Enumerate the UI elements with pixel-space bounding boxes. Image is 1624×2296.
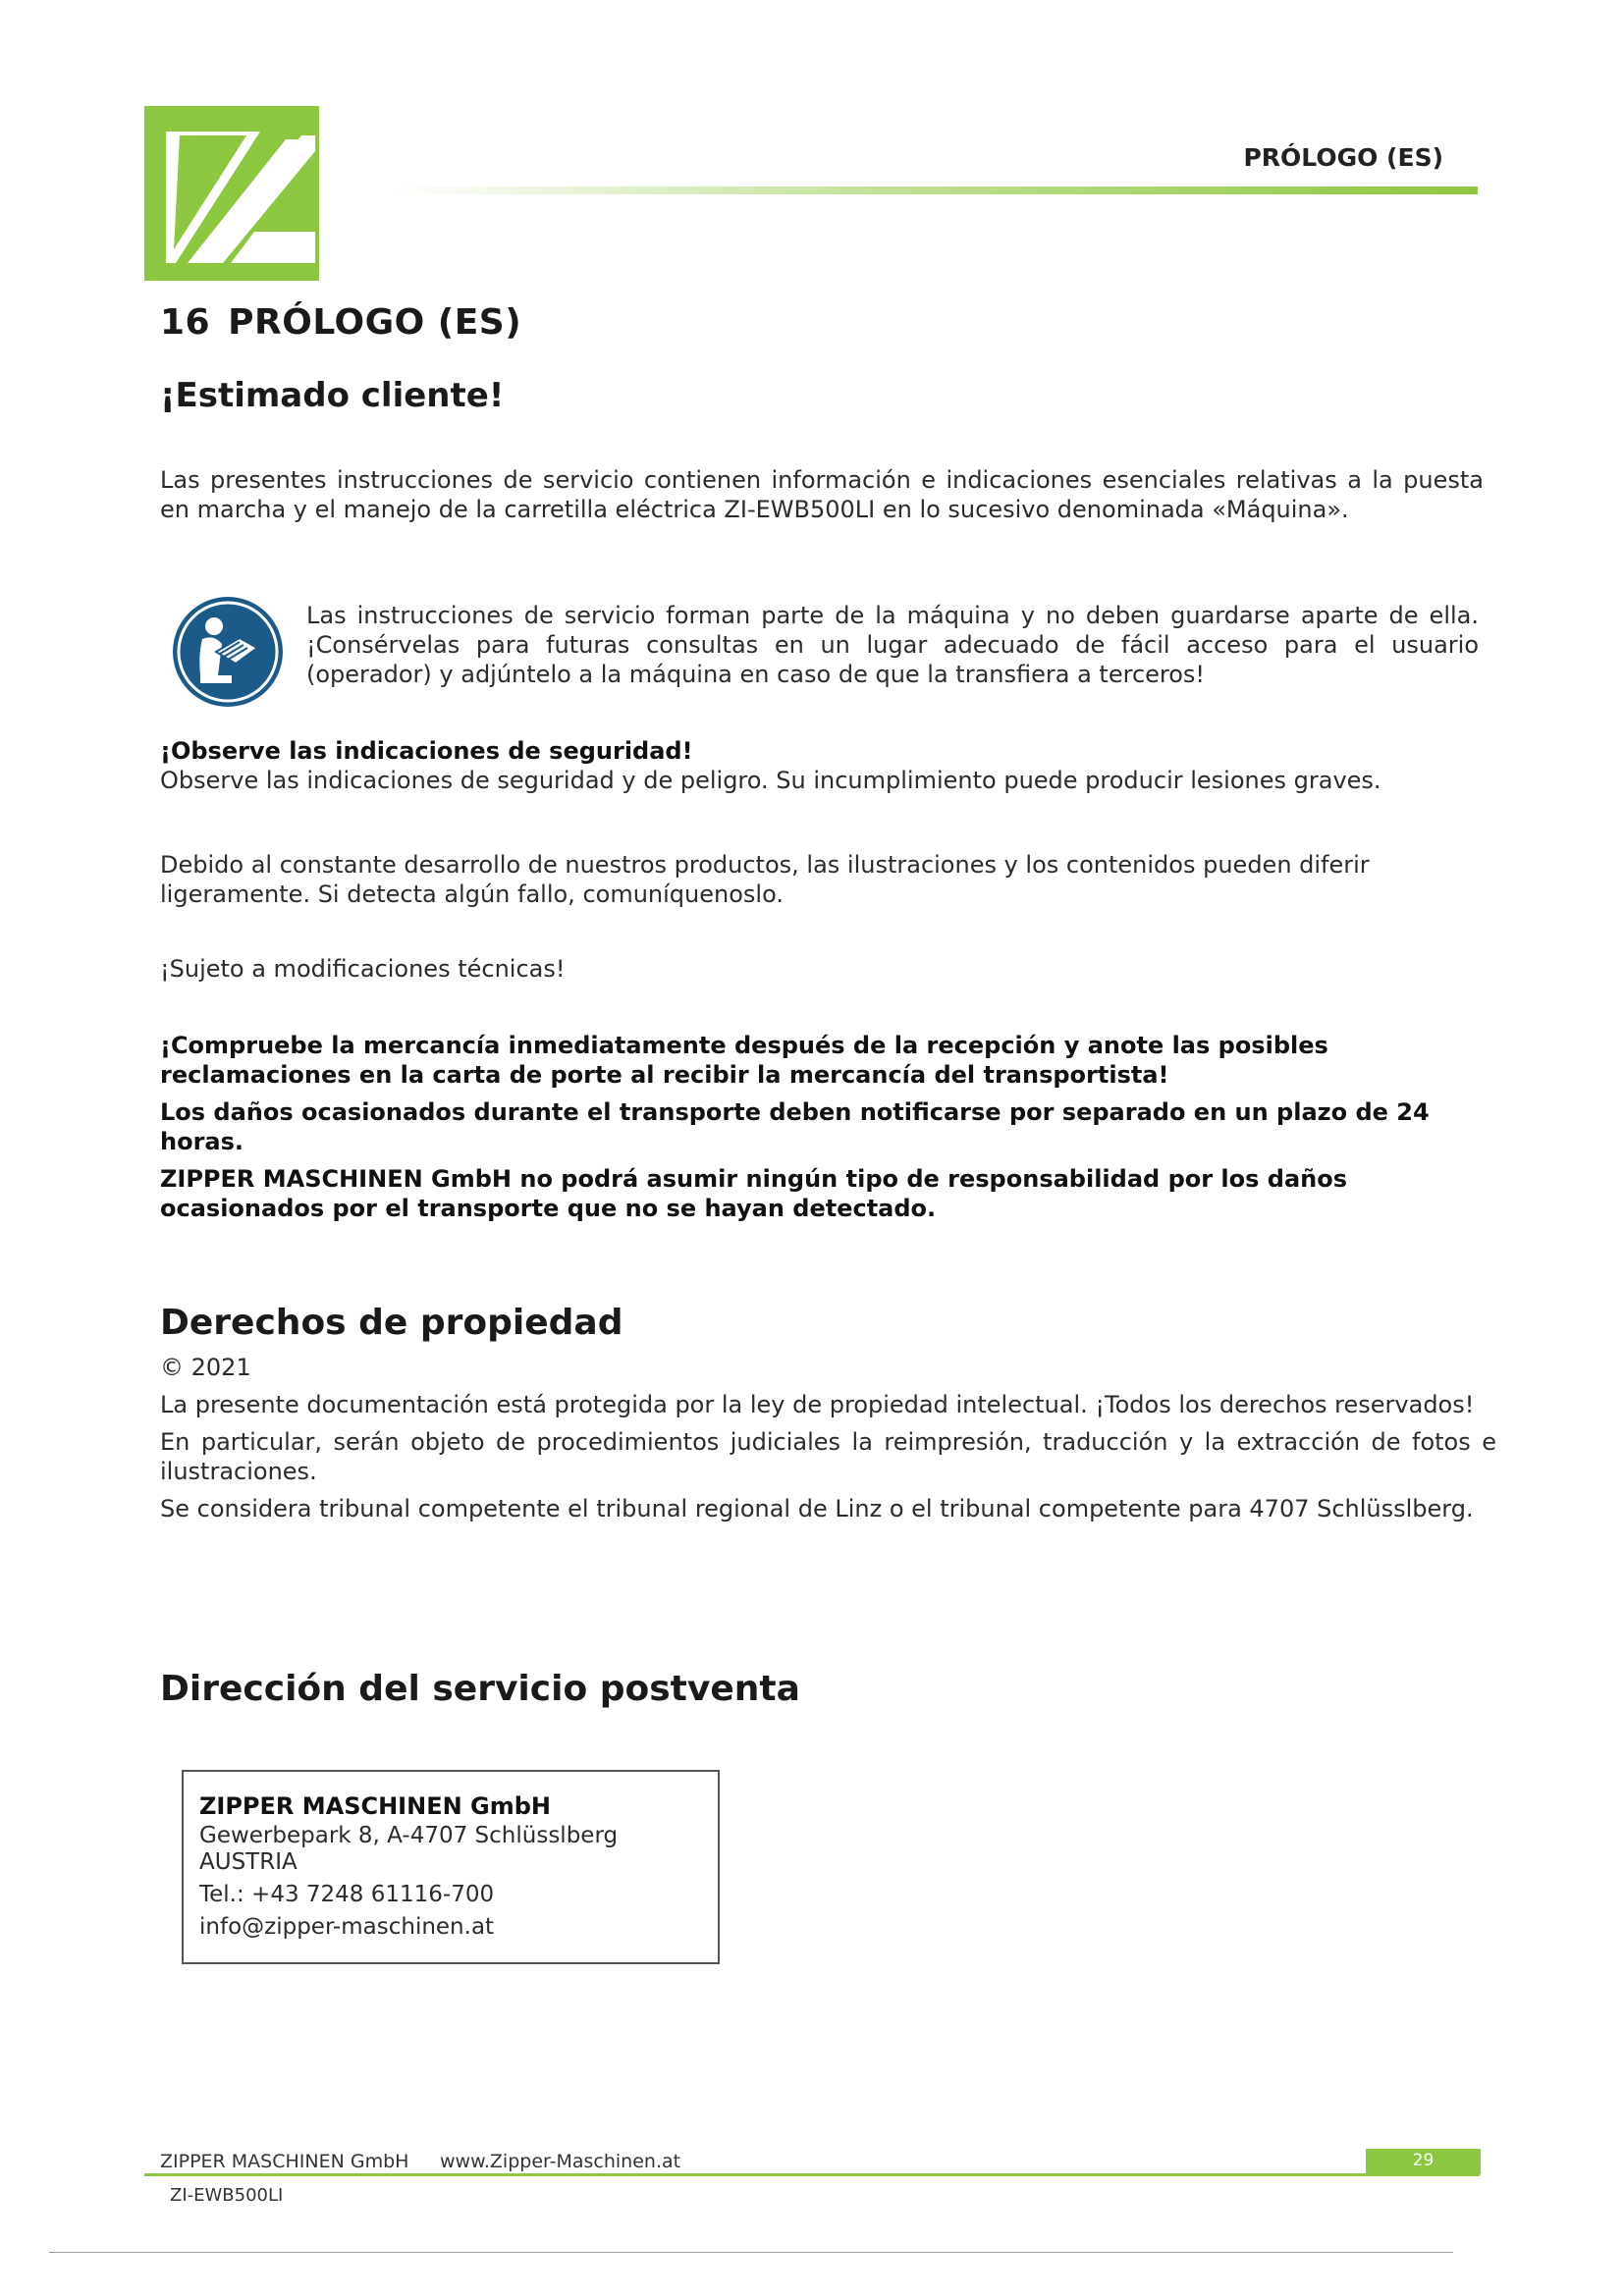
safety-block <box>160 736 1484 795</box>
header-section-title: PRÓLOGO (ES) <box>1243 143 1443 172</box>
page-bottom-line <box>49 2252 1453 2253</box>
technical-changes-note: ¡Sujeto a modificaciones técnicas! <box>160 955 566 983</box>
read-manual-icon <box>171 595 285 709</box>
footer-company: ZIPPER MASCHINEN GmbH <box>160 2151 409 2172</box>
service-street: Gewerbepark 8, A-4707 Schlüsslberg <box>199 1823 619 1848</box>
safety-text: Observe las indicaciones de seguridad y de peligro. Su incumplimiento puede producir lesiones graves. <box>160 767 1381 794</box>
zipper-logo <box>144 106 319 281</box>
chapter-heading <box>160 302 521 343</box>
footer-model: ZI-EWB500LI <box>170 2185 284 2206</box>
safety-title: ¡Observe las indicaciones de seguridad! <box>160 737 693 765</box>
footer-website[interactable]: www.Zipper-Maschinen.at <box>440 2151 681 2172</box>
intro-paragraph: Las presentes instrucciones de servicio contienen información e indicaciones esenciales relativas a la puesta en marcha y el manejo de la carretilla eléctrica ZI-EWB500LI en lo sucesivo denominada «Máquina». <box>160 466 1484 523</box>
copyright-line: © 2021 <box>160 1354 251 1381</box>
rights-paragraph: En particular, serán objeto de procedimientos judiciales la reimpresión, traducción y la extracción de fotos e ilustraciones. <box>160 1428 1496 1485</box>
service-address-box <box>182 1770 720 1964</box>
rights-paragraph: La presente documentación está protegida por la ley de propiedad intelectual. ¡Todos los derechos reservados! <box>160 1391 1475 1418</box>
rights-paragraph: Se considera tribunal competente el tribunal regional de Linz o el tribunal competente para 4707 Schlüsslberg. <box>160 1495 1474 1522</box>
goods-notice-line: ZIPPER MASCHINEN GmbH no podrá asumir ningún tipo de responsabilidad por los daños ocasionados por el transporte que no se hayan detectado. <box>160 1165 1348 1222</box>
service-company: ZIPPER MASCHINEN GmbH <box>199 1792 552 1820</box>
service-country: AUSTRIA <box>199 1849 298 1875</box>
rights-heading: Derechos de propiedad <box>160 1303 623 1343</box>
service-email[interactable]: info@zipper-maschinen.at <box>199 1914 495 1940</box>
service-phone: Tel.: +43 7248 61116-700 <box>199 1882 495 1907</box>
service-heading: Dirección del servicio postventa <box>160 1669 800 1709</box>
page-number: 29 <box>1412 2151 1435 2170</box>
goods-notice-line: ¡Compruebe la mercancía inmediatamente después de la recepción y anote las posibles reclamaciones en la carta de porte al recibir la mercancía del transportista! <box>160 1032 1328 1089</box>
manual-note-text: Las instrucciones de servicio forman parte de la máquina y no deben guardarse aparte de ella. ¡Consérvelas para futuras consultas en un lugar adecuado de fácil acceso para el usuario (operador) y adjúntelo a la máquina en caso de que la transfiera a terceros! <box>306 602 1479 688</box>
chapter-number: 16 <box>160 302 211 343</box>
header-divider <box>393 187 1478 194</box>
goods-notice <box>160 1031 1495 1231</box>
rights-block <box>160 1353 1496 1531</box>
goods-notice-line: Los daños ocasionados durante el transporte deben notificarse por separado en un plazo de 24 horas. <box>160 1098 1430 1155</box>
footer-divider <box>144 2173 1480 2176</box>
chapter-title: PRÓLOGO (ES) <box>228 302 522 343</box>
development-note: Debido al constante desarrollo de nuestros productos, las ilustraciones y los contenidos pueden diferir ligeramente. Si detecta algún fallo, comuníquenoslo. <box>160 851 1370 908</box>
greeting-heading: ¡Estimado cliente! <box>160 376 505 415</box>
